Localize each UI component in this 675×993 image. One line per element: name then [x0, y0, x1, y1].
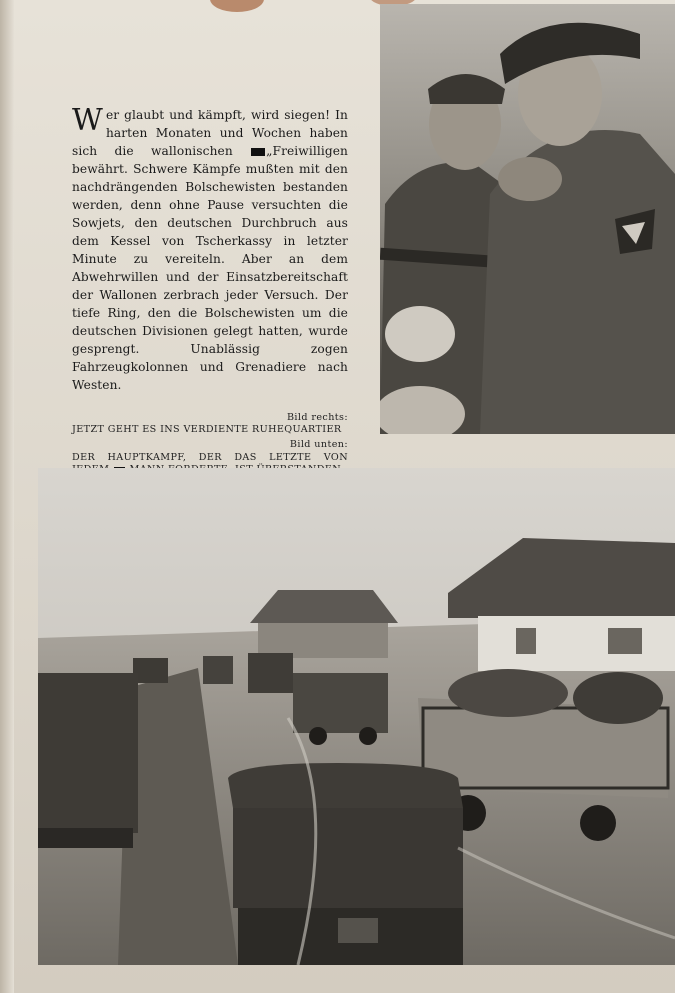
- censored-rune-icon: [251, 148, 265, 156]
- article-headline-line: er glaubt und kämpft, wird siegen!: [105, 108, 331, 122]
- caption-below-line1: DER HAUPTKAMPF, DER DAS LETZTE VON: [72, 452, 348, 463]
- caption-right-label: Bild rechts:: [286, 412, 348, 423]
- page-edge: [0, 0, 14, 993]
- finger-shadow: [210, 0, 264, 12]
- article-text-block: [72, 103, 348, 475]
- article-body-part2: „Freiwilligen bewährt. Schwere Kämpfe mußten mit den nachdrängenden Bolschewisten bestanden werden, denn ohne Pause versuchten die Sowjets, den deutschen Durchbruch aus dem Kessel von Tscherkassy in letzter Minute zu vereiteln. Aber an dem Abwehrwillen und der Einsatzbereitschaft der Wallonen zerbrach jeder Versuch. Der tiefe Ring, den die Bolschewisten um die deutschen Divisionen gelegt hatten, wurde gesprengt. Unablässig zogen Fahrzeugkolonnen und Grenadiere nach Westen.: [72, 144, 348, 392]
- article-body: [72, 103, 348, 394]
- caption-below-label: Bild unten:: [289, 439, 348, 450]
- photo-soldiers: [380, 4, 675, 434]
- drop-cap: W: [72, 103, 103, 138]
- article-body-part1: In harten Monaten und Wochen haben sich die wallonischen: [72, 108, 348, 158]
- caption-right-text: JETZT GEHT ES INS VERDIENTE RUHEQUARTIER: [72, 424, 342, 435]
- photo-vehicle-column: [38, 468, 675, 965]
